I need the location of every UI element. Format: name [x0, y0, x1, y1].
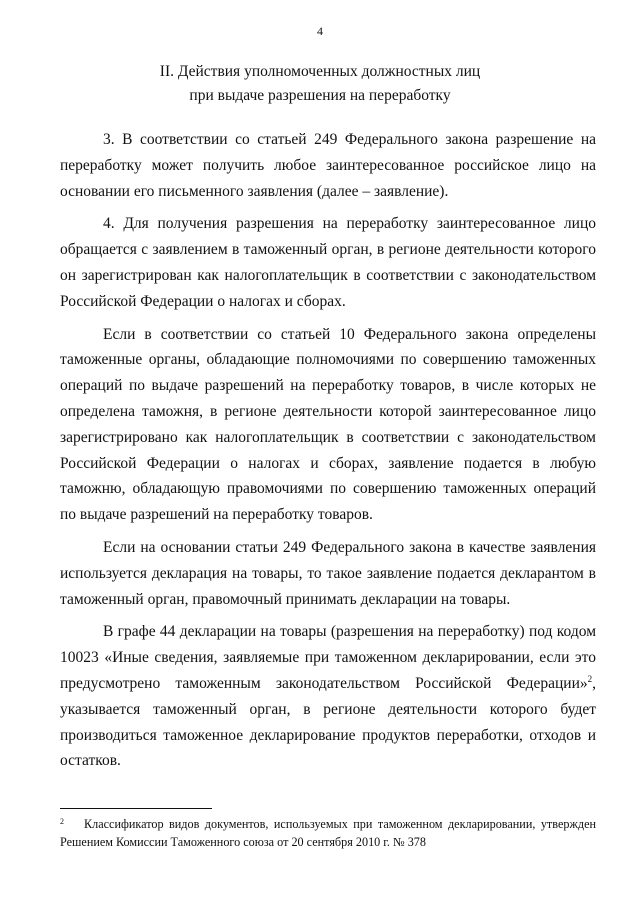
section-title-line-2: при выдаче разрешения на переработку — [189, 87, 451, 104]
paragraph-3: 3. В соответствии со статьей 249 Федерального закона разрешение на переработку может получить любое заинтересованное российское лицо на основании его письменного заявления (далее – заявление). — [60, 131, 596, 200]
paragraph-4-fourth — [60, 619, 596, 774]
paragraph-4-second: Если в соответствии со статьей 10 Федерального закона определены таможенные органы, обладающие полномочиями по совершению таможенных операций по выдаче разрешений на переработку товаров, в числе которых не определена таможня, в регионе деятельности которой заинтересованное лицо зарегистрировано как налогоплательщик в соответствии с законодательством Российской Федерации о налогах и сборах, заявление подается в любую таможню, обладающую правомочиями по совершению таможенных операций по выдаче разрешений на переработку товаров. — [60, 325, 596, 524]
footnote-text: Классификатор видов документов, используемых при таможенном декларировании, утвержден Решением Комиссии Таможенного союза от 20 сентября 2010 г. № 378 — [60, 817, 596, 849]
section-title-line-1: II. Действия уполномоченных должностных лиц — [159, 63, 481, 80]
footnote-separator — [60, 808, 212, 809]
footnote-mark: 2 — [60, 817, 64, 826]
body-text — [60, 127, 596, 781]
paragraph-4-fourth-text: В графе 44 декларации на товары (разрешения на переработку) под кодом 10023 «Иные сведения, заявляемые при таможенном декларировании, если это предусмотрено таможенным законодательством Российской Федерации» — [60, 623, 596, 692]
footnote — [60, 815, 596, 851]
paragraph-4-fourth-text-end: , указывается таможенный орган, в регионе деятельности которого будет производиться таможенное декларирование продуктов переработки, отходов и остатков. — [60, 674, 596, 770]
paragraph-4: 4. Для получения разрешения на переработку заинтересованное лицо обращается с заявлением в таможенный орган, в регионе деятельности которого он зарегистрирован как налогоплательщик в соответствии с законодательством Российской Федерации о налогах и сборах. — [60, 215, 596, 310]
page-number: 4 — [317, 24, 323, 38]
paragraph-4-third: Если на основании статьи 249 Федерального закона в качестве заявления используется декларация на товары, то такое заявление подается декларантом в таможенный орган, правомочный принимать декларации на товары. — [60, 538, 596, 608]
footnote-reference[interactable]: 2 — [587, 673, 593, 684]
